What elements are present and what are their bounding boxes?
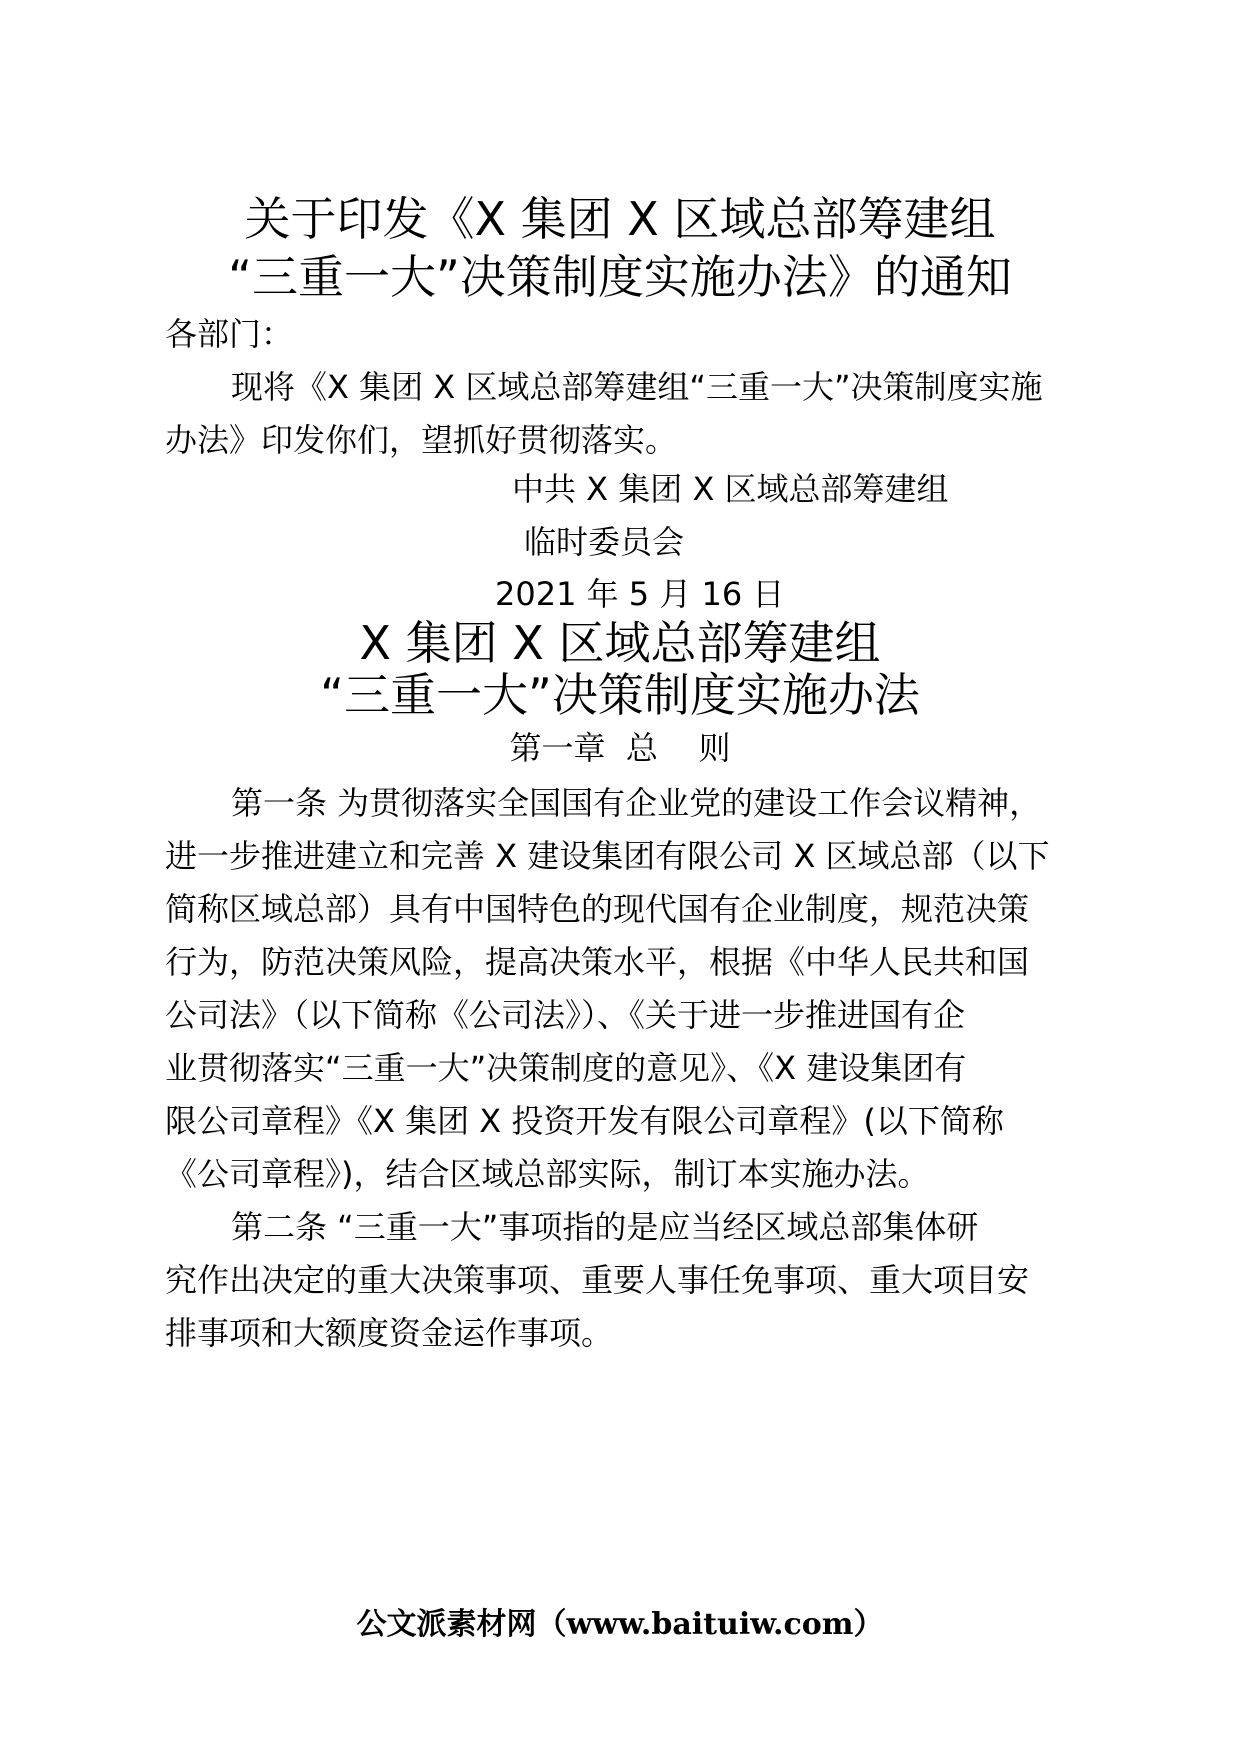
article-1-line: 限公司章程》《X 集团 X 投资开发有限公司章程》(以下简称 bbox=[165, 1102, 1004, 1140]
article-1-line: 简称区域总部）具有中国特色的现代国有企业制度，规范决策 bbox=[165, 890, 1030, 928]
article-1-line: 第一条 为贯彻落实全国国有企业党的建设工作会议精神， bbox=[231, 784, 1042, 822]
article-1-line: 业贯彻落实“三重一大”决策制度的意见》、《X 建设集团有 bbox=[165, 1049, 967, 1087]
notice-title-line-1: 关于印发《X 集团 X 区域总部筹建组 bbox=[244, 192, 996, 246]
article-2-line: 究作出决定的重大决策事项、重要人事任免事项、重大项目安 bbox=[165, 1261, 1030, 1299]
measures-title-line-2: “三重一大”决策制度实施办法 bbox=[320, 668, 920, 722]
article-1-line: 公司法》（以下简称《公司法》）、《关于进一步推进国有企 bbox=[165, 996, 966, 1034]
notice-title-line-2: “三重一大”决策制度实施办法》的通知 bbox=[228, 250, 1012, 304]
chapter-heading: 第一章 总 则 bbox=[509, 729, 731, 767]
issuer-line-1: 中共 X 集团 X 区域总部筹建组 bbox=[512, 470, 949, 508]
issuer-line-2: 临时委员会 bbox=[524, 523, 685, 561]
notice-body-line-1: 现将《X 集团 X 区域总部筹建组“三重一大”决策制度实施 bbox=[231, 368, 1043, 406]
notice-body-line-2: 办法》印发你们，望抓好贯彻落实。 bbox=[165, 421, 678, 459]
measures-title-line-1: X 集团 X 区域总部筹建组 bbox=[359, 616, 881, 670]
article-1-line: 进一步推进建立和完善 X 建设集团有限公司 X 区域总部（以下 bbox=[165, 837, 1050, 875]
issue-date: 2021 年 5 月 16 日 bbox=[495, 575, 785, 613]
article-2-line: 第二条 “三重一大”事项指的是应当经区域总部集体研 bbox=[231, 1208, 979, 1246]
article-2-line: 排事项和大额度资金运作事项。 bbox=[165, 1314, 614, 1352]
salutation: 各部门： bbox=[165, 315, 294, 353]
source-watermark: 公文派素材网（www.baituiw.com） bbox=[356, 1607, 884, 1642]
article-1-line: 《公司章程》)，结合区域总部实际，制订本实施办法。 bbox=[165, 1155, 930, 1193]
article-1-line: 行为，防范决策风险，提高决策水平，根据《中华人民共和国 bbox=[165, 943, 1030, 981]
